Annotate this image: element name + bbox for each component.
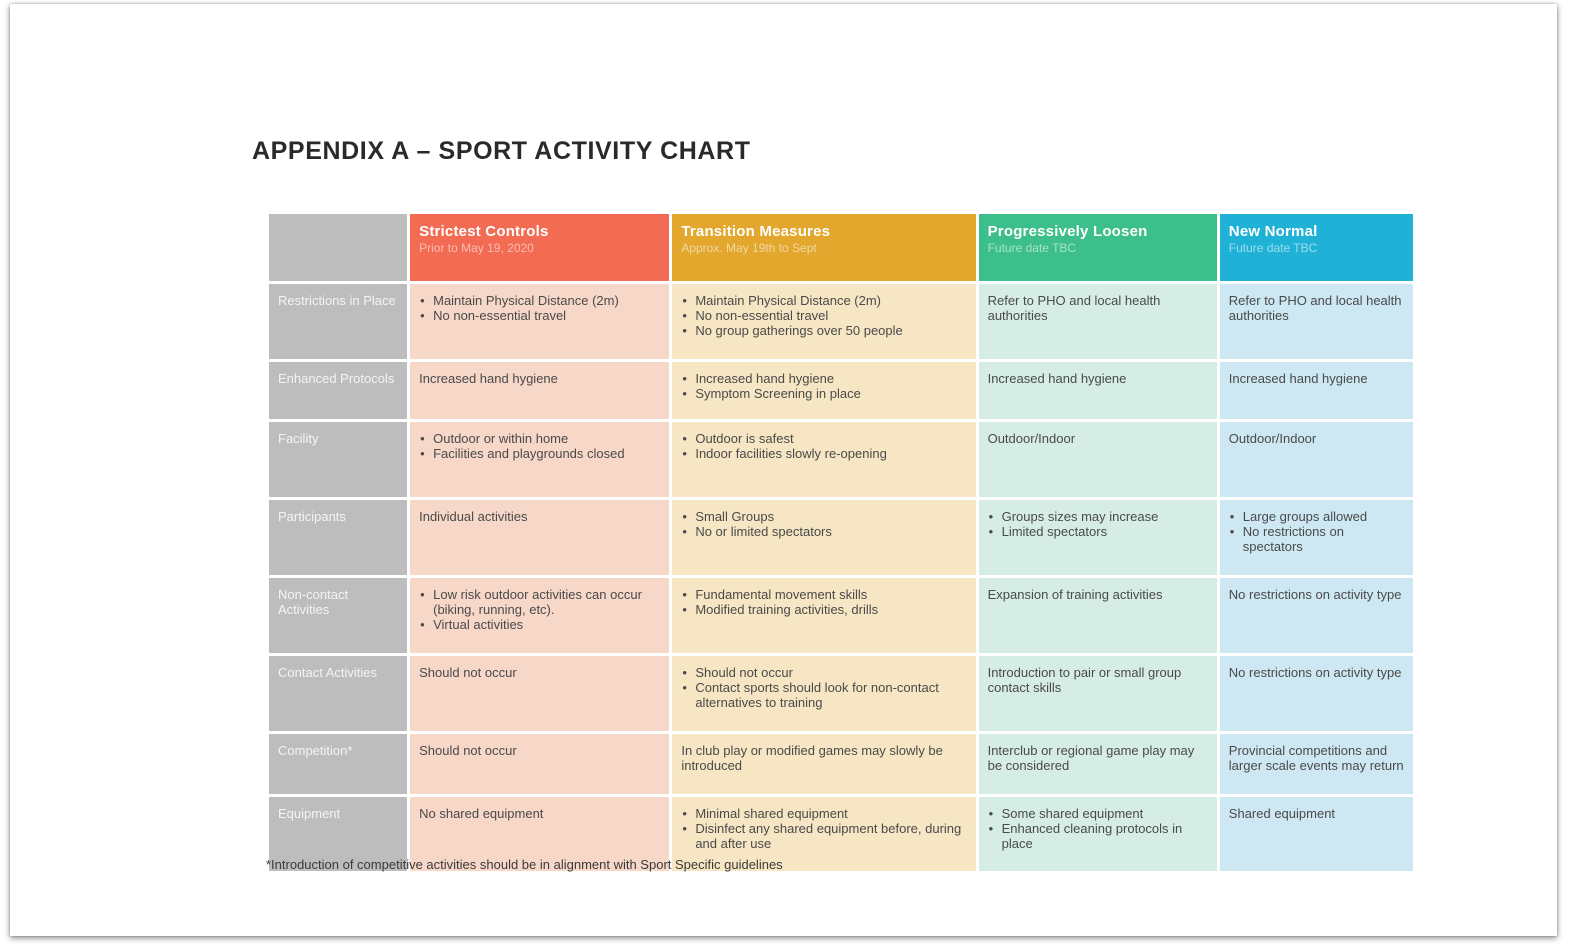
cell-strictest-controls	[410, 656, 669, 731]
cell-text: Individual activities	[419, 509, 528, 524]
list-item: • Large groups allowed	[1243, 509, 1404, 524]
column-subtitle: Future date TBC	[987, 241, 1077, 255]
list-item: • No non-essential travel	[433, 308, 660, 323]
list-item: • Increased hand hygiene	[695, 371, 966, 386]
cell-text: Increased hand hygiene	[987, 371, 1127, 386]
cell-transition-measures	[672, 734, 975, 794]
list-item: • No restrictions on spectators	[1243, 524, 1404, 554]
cell-text: Should not occur	[419, 743, 517, 758]
corner-cell	[269, 214, 407, 281]
list-item: • Some shared equipment	[1002, 806, 1208, 821]
cell-transition-measures	[672, 362, 975, 419]
page-title: APPENDIX A – SPORT ACTIVITY CHART	[252, 137, 751, 165]
cell-text: Increased hand hygiene	[419, 371, 558, 386]
cell-transition-measures	[672, 422, 975, 497]
cell-progressively-loosen	[979, 362, 1217, 419]
row-label: Restrictions in Place	[269, 284, 407, 359]
list-item: • Disinfect any shared equipment before, during and after use	[695, 821, 966, 851]
cell-text: No restrictions on activity type	[1228, 587, 1402, 602]
cell-strictest-controls	[410, 500, 669, 575]
cell-progressively-loosen	[979, 797, 1217, 871]
footnote: *Introduction of competitive activities should be in alignment with Sport Specific guidelines	[266, 857, 783, 872]
cell-text: In club play or modified games may slowly be introduced	[681, 743, 943, 773]
cell-new-normal	[1220, 422, 1413, 497]
sport-activity-chart	[266, 211, 1416, 874]
list-item: • Enhanced cleaning protocols in place	[1002, 821, 1208, 851]
bullet-list	[681, 431, 966, 461]
table-row	[269, 284, 1413, 359]
column-title: Progressively Loosen	[987, 223, 1148, 240]
list-item: • Indoor facilities slowly re-opening	[695, 446, 966, 461]
cell-new-normal	[1220, 797, 1413, 871]
cell-text: Increased hand hygiene	[1228, 371, 1368, 386]
cell-new-normal	[1220, 362, 1413, 419]
row-label: Facility	[269, 422, 407, 497]
cell-new-normal	[1220, 578, 1413, 653]
table-row	[269, 734, 1413, 794]
list-item: • Contact sports should look for non-contact alternatives to training	[695, 680, 966, 710]
cell-progressively-loosen	[979, 500, 1217, 575]
list-item: • No non-essential travel	[695, 308, 966, 323]
list-item: • Outdoor or within home	[433, 431, 660, 446]
list-item: • Virtual activities	[433, 617, 660, 632]
bullet-list	[681, 293, 966, 338]
column-header-progressively-loosen	[979, 214, 1217, 281]
cell-text: Interclub or regional game play may be considered	[987, 743, 1195, 773]
list-item: • Minimal shared equipment	[695, 806, 966, 821]
cell-text: No shared equipment	[419, 806, 544, 821]
list-item: • Modified training activities, drills	[695, 602, 966, 617]
table-row	[269, 578, 1413, 653]
table-row	[269, 500, 1413, 575]
cell-text: Introduction to pair or small group contact skills	[987, 665, 1182, 695]
bullet-list	[681, 371, 966, 401]
row-label: Non-contact Activities	[269, 578, 407, 653]
list-item: • Should not occur	[695, 665, 966, 680]
table-row	[269, 422, 1413, 497]
cell-new-normal	[1220, 500, 1413, 575]
cell-transition-measures	[672, 578, 975, 653]
bullet-list	[681, 806, 966, 851]
bullet-list	[1229, 509, 1404, 554]
list-item: • Maintain Physical Distance (2m)	[433, 293, 660, 308]
cell-text: Should not occur	[419, 665, 517, 680]
list-item: • Small Groups	[695, 509, 966, 524]
cell-transition-measures	[672, 284, 975, 359]
list-item: • Facilities and playgrounds closed	[433, 446, 660, 461]
cell-text: Outdoor/Indoor	[1228, 431, 1317, 446]
bullet-list	[681, 587, 966, 617]
column-header-transition-measures	[672, 214, 975, 281]
list-item: • Groups sizes may increase	[1002, 509, 1208, 524]
bullet-list	[419, 587, 660, 632]
bullet-list	[988, 806, 1208, 851]
list-item: • No group gatherings over 50 people	[695, 323, 966, 338]
row-label: Contact Activities	[269, 656, 407, 731]
cell-text: Outdoor/Indoor	[987, 431, 1076, 446]
cell-text: Provincial competitions and larger scale events may return	[1228, 743, 1404, 773]
cell-progressively-loosen	[979, 734, 1217, 794]
list-item: • Fundamental movement skills	[695, 587, 966, 602]
column-title: Transition Measures	[681, 223, 831, 240]
table-row	[269, 362, 1413, 419]
column-subtitle: Future date TBC	[1228, 241, 1318, 255]
table-row	[269, 656, 1413, 731]
bullet-list	[681, 665, 966, 710]
cell-strictest-controls	[410, 734, 669, 794]
cell-text: Refer to PHO and local health authorities	[987, 293, 1161, 323]
chart-body	[269, 284, 1413, 871]
row-label: Competition*	[269, 734, 407, 794]
list-item: • Low risk outdoor activities can occur (biking, running, etc).	[433, 587, 660, 617]
cell-transition-measures	[672, 656, 975, 731]
cell-progressively-loosen	[979, 422, 1217, 497]
bullet-list	[419, 293, 660, 323]
bullet-list	[681, 509, 966, 539]
cell-new-normal	[1220, 284, 1413, 359]
column-subtitle: Prior to May 19, 2020	[419, 241, 534, 255]
list-item: • Outdoor is safest	[695, 431, 966, 446]
cell-text: Expansion of training activities	[987, 587, 1163, 602]
row-label: Participants	[269, 500, 407, 575]
column-header-strictest-controls	[410, 214, 669, 281]
cell-strictest-controls	[410, 578, 669, 653]
list-item: • Limited spectators	[1002, 524, 1208, 539]
row-label: Equipment	[269, 797, 407, 871]
list-item: • No or limited spectators	[695, 524, 966, 539]
document-page	[10, 4, 1557, 936]
cell-progressively-loosen	[979, 656, 1217, 731]
column-title: Strictest Controls	[419, 223, 549, 240]
cell-transition-measures	[672, 500, 975, 575]
cell-text: Refer to PHO and local health authorities	[1228, 293, 1402, 323]
bullet-list	[419, 431, 660, 461]
cell-text: Shared equipment	[1228, 806, 1336, 821]
list-item: • Symptom Screening in place	[695, 386, 966, 401]
column-title: New Normal	[1228, 223, 1318, 240]
cell-text: No restrictions on activity type	[1228, 665, 1402, 680]
list-item: • Maintain Physical Distance (2m)	[695, 293, 966, 308]
column-header-new-normal	[1220, 214, 1413, 281]
cell-new-normal	[1220, 734, 1413, 794]
bullet-list	[988, 509, 1208, 539]
cell-strictest-controls	[410, 284, 669, 359]
cell-progressively-loosen	[979, 578, 1217, 653]
cell-strictest-controls	[410, 362, 669, 419]
header-row	[269, 214, 1413, 281]
column-subtitle: Approx. May 19th to Sept	[681, 241, 817, 255]
cell-new-normal	[1220, 656, 1413, 731]
cell-progressively-loosen	[979, 284, 1217, 359]
cell-strictest-controls	[410, 422, 669, 497]
row-label: Enhanced Protocols	[269, 362, 407, 419]
